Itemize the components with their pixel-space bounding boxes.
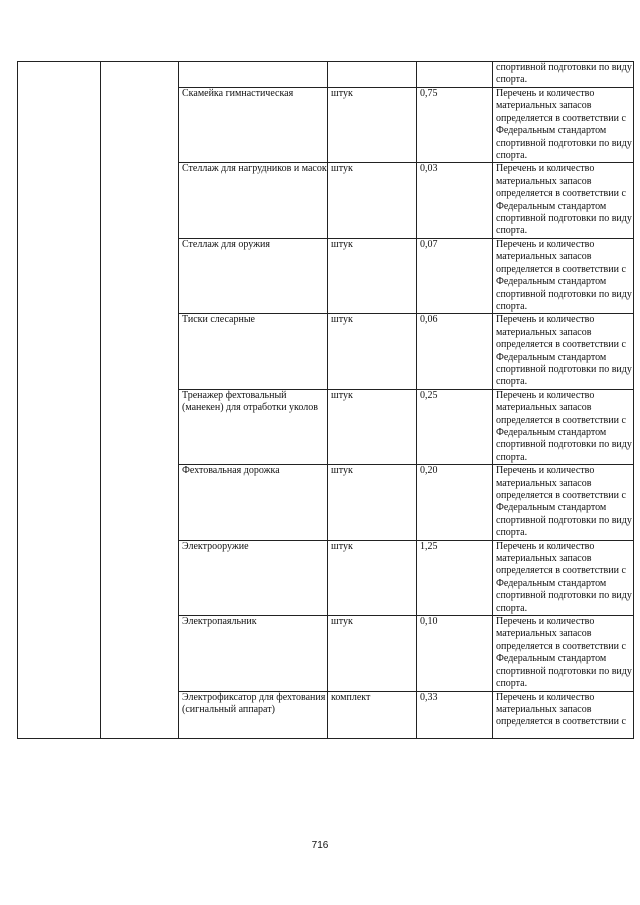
note-cell: спортивной подготовки по виду спорта. [493,62,634,88]
quantity-cell: 0,33 [417,691,493,738]
note-cell: Перечень и количество материальных запасов определяется в соответствии с Федеральным стандартом спортивной подготовки по виду спорта. [493,88,634,163]
note-cell: Перечень и количество материальных запасов определяется в соответствии с Федеральным стандартом спортивной подготовки по виду спорта. [493,163,634,238]
quantity-cell: 0,03 [417,163,493,238]
quantity-cell: 0,75 [417,88,493,163]
item-name-cell [179,62,328,88]
item-name-cell: Электрооружие [179,540,328,615]
item-name-cell: Электрофиксатор для фехтования (сигнальный аппарат) [179,691,328,738]
note-cell: Перечень и количество материальных запасов определяется в соответствии с Федеральным стандартом спортивной подготовки по виду спорта. [493,616,634,691]
unit-cell: штук [328,389,417,464]
item-name-cell: Тренажер фехтовальный (манекен) для отработки уколов [179,389,328,464]
note-cell: Перечень и количество материальных запасов определяется в соответствии с Федеральным стандартом спортивной подготовки по виду спорта. [493,465,634,540]
note-cell: Перечень и количество материальных запасов определяется в соответствии с Федеральным стандартом спортивной подготовки по виду спорта. [493,314,634,389]
unit-cell [328,62,417,88]
quantity-cell: 0,10 [417,616,493,691]
item-name-cell: Скамейка гимнастическая [179,88,328,163]
page-number: 716 [311,840,329,851]
item-name-cell: Стеллаж для оружия [179,238,328,313]
quantity-cell [417,62,493,88]
note-cell: Перечень и количество материальных запасов определяется в соответствии с Федеральным стандартом спортивной подготовки по виду спорта. [493,238,634,313]
item-name-cell: Тиски слесарные [179,314,328,389]
item-name-cell: Фехтовальная дорожка [179,465,328,540]
unit-cell: штук [328,238,417,313]
item-name-cell: Электропаяльник [179,616,328,691]
quantity-cell: 0,06 [417,314,493,389]
unit-cell: штук [328,163,417,238]
unit-cell: штук [328,88,417,163]
quantity-cell: 0,20 [417,465,493,540]
note-cell: Перечень и количество материальных запасов определяется в соответствии с Федеральным стандартом спортивной подготовки по виду спорта. [493,389,634,464]
note-cell: Перечень и количество материальных запасов определяется в соответствии с [493,691,634,738]
unit-cell: штук [328,540,417,615]
quantity-cell: 1,25 [417,540,493,615]
merged-category-cell [18,62,101,739]
note-cell: Перечень и количество материальных запасов определяется в соответствии с Федеральным стандартом спортивной подготовки по виду спорта. [493,540,634,615]
quantity-cell: 0,07 [417,238,493,313]
unit-cell: комплект [328,691,417,738]
quantity-cell: 0,25 [417,389,493,464]
table-row [18,62,634,88]
unit-cell: штук [328,616,417,691]
unit-cell: штук [328,314,417,389]
merged-subcategory-cell [101,62,179,739]
unit-cell: штук [328,465,417,540]
item-name-cell: Стеллаж для нагрудников и масок [179,163,328,238]
equipment-table [17,61,634,739]
